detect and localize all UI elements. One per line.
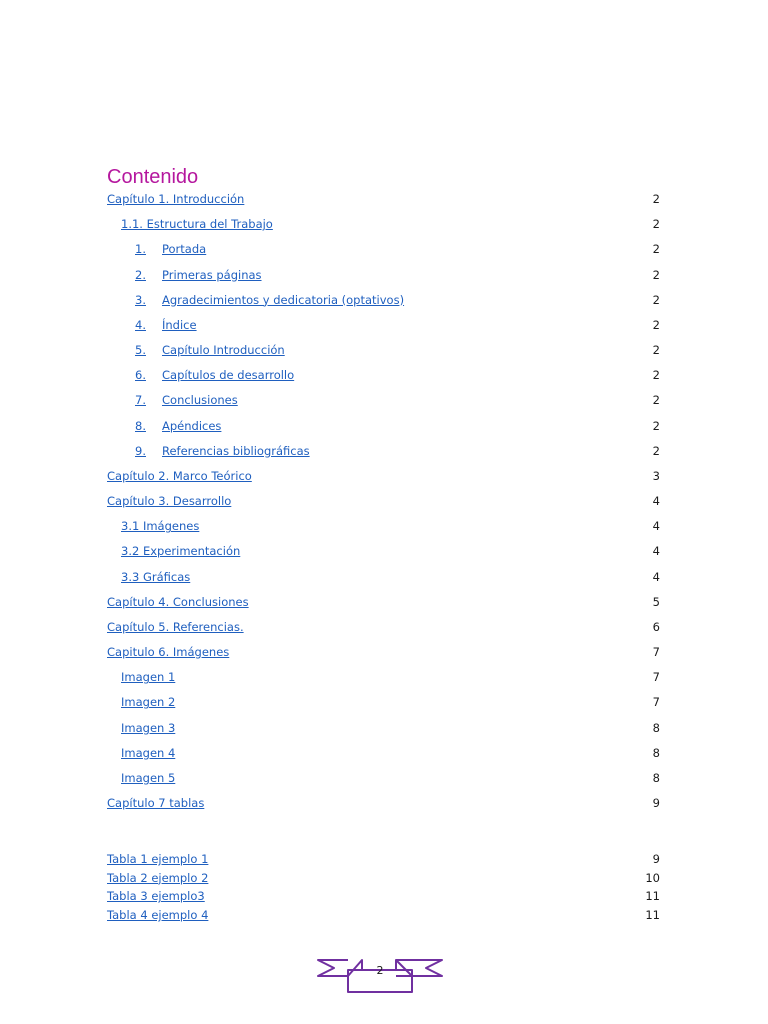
toc-entry-link[interactable]: Agradecimientos y dedicatoria (optativos) <box>162 292 405 307</box>
toc-entry-page: 5 <box>652 594 660 609</box>
toc-entry <box>0 417 768 435</box>
toc-entry-page: 9 <box>652 796 660 811</box>
table-entry-page: 9 <box>652 852 660 866</box>
toc-entry-page: 2 <box>652 393 660 408</box>
table-entry <box>0 887 768 905</box>
toc-entry-link[interactable]: Portada <box>162 242 207 257</box>
table-entry-page: 10 <box>645 870 660 885</box>
toc-entry <box>0 769 768 787</box>
toc-entry <box>0 442 768 460</box>
toc-entry-number[interactable]: 9. <box>135 443 146 458</box>
toc-entry-link[interactable]: Capitulo 6. Imágenes <box>107 645 230 660</box>
table-entry-link[interactable]: Tabla 3 ejemplo3 <box>107 889 205 904</box>
table-entry-link[interactable]: Tabla 4 ejemplo 4 <box>107 908 209 923</box>
toc-entry-page: 2 <box>652 317 660 332</box>
toc-entry <box>0 593 768 611</box>
toc-entry-page: 2 <box>652 292 660 307</box>
toc-entry-page: 2 <box>652 267 660 282</box>
toc-entry-link[interactable]: 3.3 Gráficas <box>121 569 191 584</box>
toc-entry-number[interactable]: 7. <box>135 393 146 408</box>
toc-entry-link[interactable]: 3.1 Imágenes <box>121 519 200 534</box>
toc-entry-number[interactable]: 8. <box>135 418 146 433</box>
toc-entry <box>0 517 768 535</box>
toc-entry <box>0 794 768 812</box>
toc-entry-page: 4 <box>652 494 660 509</box>
toc-entry-link[interactable]: Primeras páginas <box>162 267 262 282</box>
toc-entry-number[interactable]: 4. <box>135 317 146 332</box>
toc-entry-link[interactable]: Capítulo 7 tablas <box>107 796 205 811</box>
toc-entry <box>0 719 768 737</box>
toc-entry-number[interactable]: 3. <box>135 292 146 307</box>
toc-entry-link[interactable]: Capítulo Introducción <box>162 343 285 358</box>
toc-entry-number[interactable]: 5. <box>135 343 146 358</box>
toc-title: Contenido <box>107 166 199 188</box>
toc-entry-link[interactable]: Capítulo 2. Marco Teórico <box>107 468 252 483</box>
toc-entry-page: 2 <box>652 242 660 257</box>
toc-entry-link[interactable]: Conclusiones <box>162 393 238 408</box>
toc-entry-page: 6 <box>652 619 660 634</box>
toc-entry <box>0 291 768 309</box>
table-entry-link[interactable]: Tabla 1 ejemplo 1 <box>107 852 209 866</box>
toc-entry-page: 2 <box>652 217 660 232</box>
toc-entry-page: 2 <box>652 343 660 358</box>
toc-entry-link[interactable]: Capítulo 3. Desarrollo <box>107 494 232 509</box>
table-entry-page: 11 <box>645 889 660 904</box>
toc-entry-link[interactable]: Apéndices <box>162 418 222 433</box>
toc-entry-page: 4 <box>652 519 660 534</box>
toc-entry <box>0 467 768 485</box>
toc-entry-link[interactable]: Capítulo 4. Conclusiones <box>107 594 249 609</box>
toc-entry-link[interactable]: Imagen 2 <box>121 695 176 710</box>
toc-entry <box>0 391 768 409</box>
table-entry <box>0 850 768 868</box>
page-number: 2 <box>376 964 384 977</box>
toc-entry <box>0 542 768 560</box>
toc-entry-page: 2 <box>652 192 660 206</box>
toc-entry <box>0 366 768 384</box>
page-number-banner <box>316 956 444 996</box>
toc-entry-page: 3 <box>652 468 660 483</box>
table-entry <box>0 869 768 887</box>
toc-entry-link[interactable]: Capítulos de desarrollo <box>162 368 295 383</box>
toc-entry <box>0 568 768 586</box>
toc-entry <box>0 744 768 762</box>
toc-entry-link[interactable]: Imagen 1 <box>121 670 176 685</box>
toc-entry-link[interactable]: Referencias bibliográficas <box>162 443 310 458</box>
toc-entry <box>0 643 768 661</box>
toc-entry <box>0 215 768 233</box>
toc-entry-page: 8 <box>652 720 660 735</box>
toc-entry-page: 2 <box>652 443 660 458</box>
toc-entry <box>0 240 768 258</box>
toc-entry-link[interactable]: 3.2 Experimentación <box>121 544 241 559</box>
toc-entry-link[interactable]: Imagen 5 <box>121 770 176 785</box>
toc-entry <box>0 668 768 686</box>
toc-entry-link[interactable]: Índice <box>162 317 197 332</box>
toc-entry-number[interactable]: 1. <box>135 242 146 257</box>
toc-entry <box>0 341 768 359</box>
toc-entry <box>0 693 768 711</box>
toc-entry-number[interactable]: 2. <box>135 267 146 282</box>
toc-entry-page: 7 <box>652 645 660 660</box>
toc-entry-link[interactable]: Imagen 3 <box>121 720 176 735</box>
toc-entry <box>0 316 768 334</box>
toc-entry-link[interactable]: Capítulo 5. Referencias. <box>107 619 244 634</box>
toc-entry <box>0 190 768 208</box>
toc-entry <box>0 266 768 284</box>
toc-entry-link[interactable]: Capítulo 1. Introducción <box>107 192 245 206</box>
table-entry <box>0 906 768 924</box>
table-entry-page: 11 <box>645 908 660 923</box>
toc-entry-page: 8 <box>652 770 660 785</box>
toc-entry-link[interactable]: 1.1. Estructura del Trabajo <box>121 217 273 232</box>
toc-entry-page: 2 <box>652 368 660 383</box>
table-entry-link[interactable]: Tabla 2 ejemplo 2 <box>107 870 209 885</box>
toc-entry-page: 4 <box>652 569 660 584</box>
toc-entry <box>0 618 768 636</box>
toc-entry-page: 7 <box>652 695 660 710</box>
toc-entry-page: 8 <box>652 745 660 760</box>
toc-entry <box>0 492 768 510</box>
toc-entry-link[interactable]: Imagen 4 <box>121 745 176 760</box>
toc-entry-page: 2 <box>652 418 660 433</box>
toc-entry-number[interactable]: 6. <box>135 368 146 383</box>
toc-entry-page: 4 <box>652 544 660 559</box>
toc-entry-page: 7 <box>652 670 660 685</box>
